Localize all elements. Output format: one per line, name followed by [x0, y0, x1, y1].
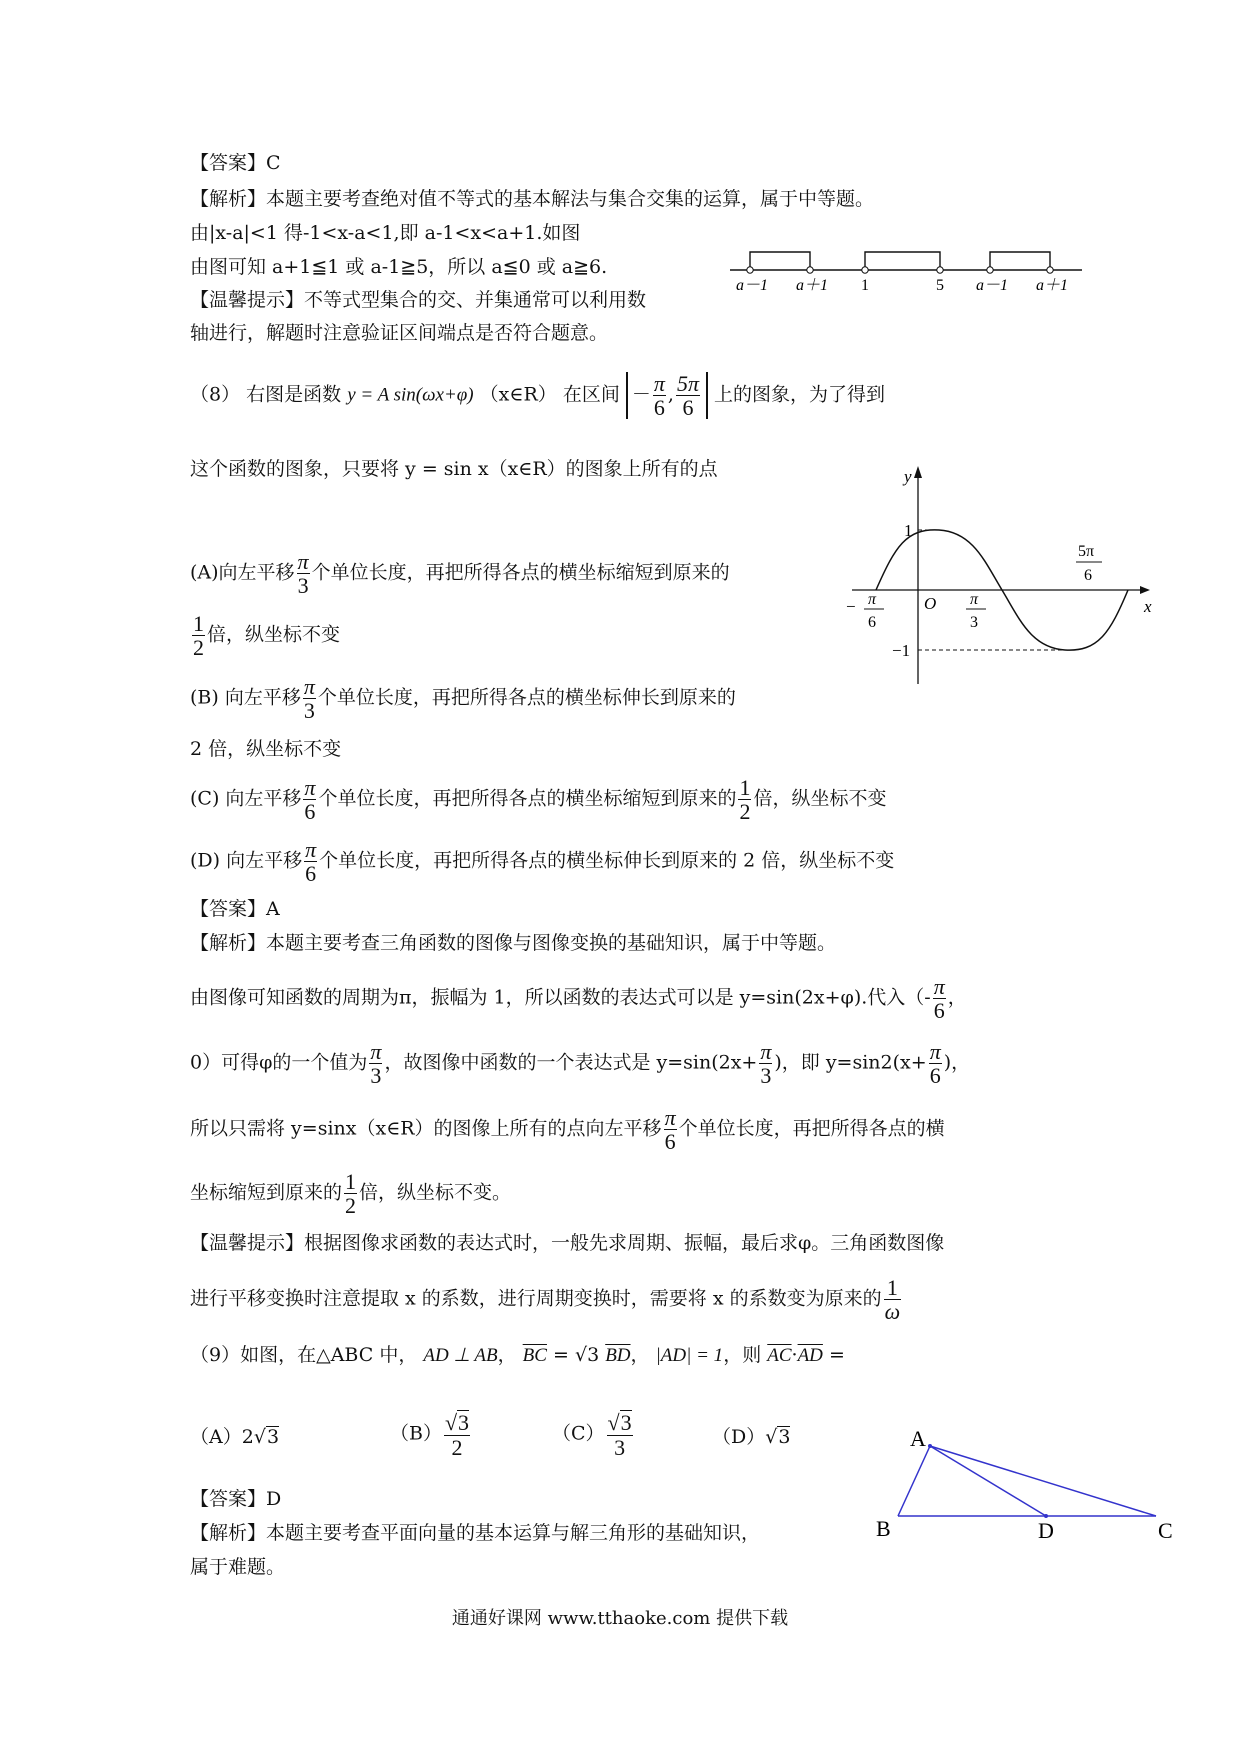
- nl-label-5: 5: [936, 277, 944, 294]
- q8-analysis-2: 0）可得φ的一个值为 $\frac{\pi}{3}$ ，故图像中函数的一个表达式是 y=sin(2x+ $\frac{\pi}{3}$ )，即 y=sin2(x+ $\frac{\pi}{6}$ )，: [190, 1039, 971, 1089]
- q8-option-a: (A)向左平移 $\frac{\pi}{3}$ 个单位长度，再把所得各点的横坐标缩短到原来的: [190, 549, 730, 599]
- q9-option-b: （B） $\frac{√3}{2}$: [390, 1410, 470, 1461]
- nl-label-a-1: a－1: [736, 277, 769, 294]
- q7-number-line: [730, 240, 1090, 302]
- q8-analysis-4: 坐标缩短到原来的 $\frac{1}{2}$ 倍，纵坐标不变。: [190, 1169, 512, 1219]
- q8-analysis: 【解析】本题主要考查三角函数的图像与图像变换的基础知识，属于中等题。: [190, 932, 837, 954]
- q9-triangle-figure: [868, 1424, 1188, 1554]
- graph-neg-one-label: −1: [892, 641, 911, 660]
- q8-formula: y = A sin(ωx+φ): [347, 384, 474, 406]
- q8-analysis-3: 所以只需将 y=sinx（x∈R）的图像上所有的点向左平移 $\frac{\pi}{6}$ 个单位长度，再把所得各点的横: [190, 1105, 945, 1155]
- triangle-label-b: B: [876, 1516, 891, 1541]
- triangle-label-d: D: [1038, 1518, 1054, 1543]
- q8-answer: 【答案】A: [190, 898, 280, 920]
- nl-label-a-1-b: a－1: [976, 277, 1009, 294]
- nl-label-a+1-b: a＋1: [1036, 277, 1069, 294]
- q8-tip-2: 进行平移变换时注意提取 x 的系数，进行周期变换时，需要将 x 的系数变为原来的 $\frac{1}{\omega}$: [190, 1275, 901, 1325]
- q7-tip1: 【温馨提示】不等式型集合的交、并集通常可以利用数: [190, 289, 647, 311]
- q9-analysis-1: 【解析】本题主要考查平面向量的基本运算与解三角形的基础知识，: [190, 1522, 761, 1544]
- nl-label-a+1: a＋1: [796, 277, 829, 294]
- q8-option-b-cont: 2 倍，纵坐标不变: [190, 738, 342, 760]
- q9-option-d: （D）√3: [712, 1426, 791, 1448]
- q8-interval: － $\frac{\pi}{6}$ , $\frac{5\pi}{6}$: [626, 372, 708, 419]
- q9-option-a: （A）2√3: [190, 1426, 280, 1448]
- q9-option-c: （C） $\frac{√3}{3}$: [552, 1410, 632, 1461]
- q7-answer: 【答案】C: [190, 152, 281, 174]
- q8-analysis-1: 由图像可知函数的周期为π，振幅为 1，所以函数的表达式可以是 y=sin(2x+φ).代入（- $\frac{\pi}{6}$ ，: [190, 974, 967, 1024]
- q8-option-c: (C) 向左平移 $\frac{\pi}{6}$ 个单位长度，再把所得各点的横坐标缩短到原来的 $\frac{1}{2}$ 倍，纵坐标不变: [190, 775, 887, 825]
- triangle-label-c: C: [1158, 1518, 1173, 1543]
- q7-line1: 由|x-a|<1 得-1<x-a<1,即 a-1<x<a+1.如图: [190, 222, 581, 244]
- graph-origin-label: O: [924, 594, 937, 613]
- q8-option-d: (D) 向左平移 $\frac{\pi}{6}$ 个单位长度，再把所得各点的横坐标伸长到原来的 2 倍，纵坐标不变: [190, 837, 895, 887]
- graph-tick-right-den: 6: [1084, 567, 1092, 584]
- q8-option-a-cont: $\frac{1}{2}$ 倍，纵坐标不变: [193, 611, 341, 661]
- nl-label-1: 1: [861, 277, 869, 294]
- q7-analysis: 【解析】本题主要考查绝对值不等式的基本解法与集合交集的运算，属于中等题。: [190, 188, 875, 210]
- graph-tick-mid-den: 3: [970, 614, 978, 631]
- q7-tip2: 轴进行，解题时注意验证区间端点是否符合题意。: [190, 322, 609, 344]
- q9-answer: 【答案】D: [190, 1488, 282, 1510]
- q8-stem-line2: 这个函数的图象，只要将 y = sin x（x∈R）的图象上所有的点: [190, 458, 718, 480]
- graph-tick-left-sign: −: [846, 597, 856, 616]
- graph-tick-right-num: 5π: [1078, 543, 1095, 560]
- graph-y-label: y: [904, 467, 912, 486]
- q8-sine-graph: [840, 462, 1160, 692]
- triangle-label-a: A: [910, 1426, 926, 1451]
- graph-one-label: 1: [904, 521, 913, 540]
- page-footer: 通通好课网 www.tthaoke.com 提供下载: [451, 1608, 789, 1629]
- graph-tick-mid-num: π: [970, 591, 979, 608]
- graph-x-label: x: [1144, 597, 1152, 616]
- graph-tick-left-den: 6: [868, 614, 876, 631]
- q8-tip-1: 【温馨提示】根据图像求函数的表达式时，一般先求周期、振幅，最后求φ。三角函数图像: [190, 1232, 945, 1254]
- q9-stem: （9）如图，在△ABC 中， AD ⊥ AB， $\overline{BC} = √3$ $\overline{BD}$， |AD| = 1，则 $\overline{AC}\cdot\overline{AD}$ =: [190, 1344, 845, 1366]
- q9-analysis-2: 属于难题。: [190, 1556, 286, 1578]
- q7-line2: 由图可知 a+1≦1 或 a-1≧5，所以 a≦0 或 a≧6.: [190, 256, 608, 278]
- q8-stem-line1: （8） 右图是函数 y = A sin(ωx+φ) （x∈R） 在区间 － $\frac{\pi}{6}$ , $\frac{5\pi}{6}$ 上的图象，为了得到: [190, 371, 886, 421]
- q8-option-b: (B) 向左平移 $\frac{\pi}{3}$ 个单位长度，再把所得各点的横坐标伸长到原来的: [190, 674, 736, 724]
- graph-tick-left-num: π: [868, 591, 877, 608]
